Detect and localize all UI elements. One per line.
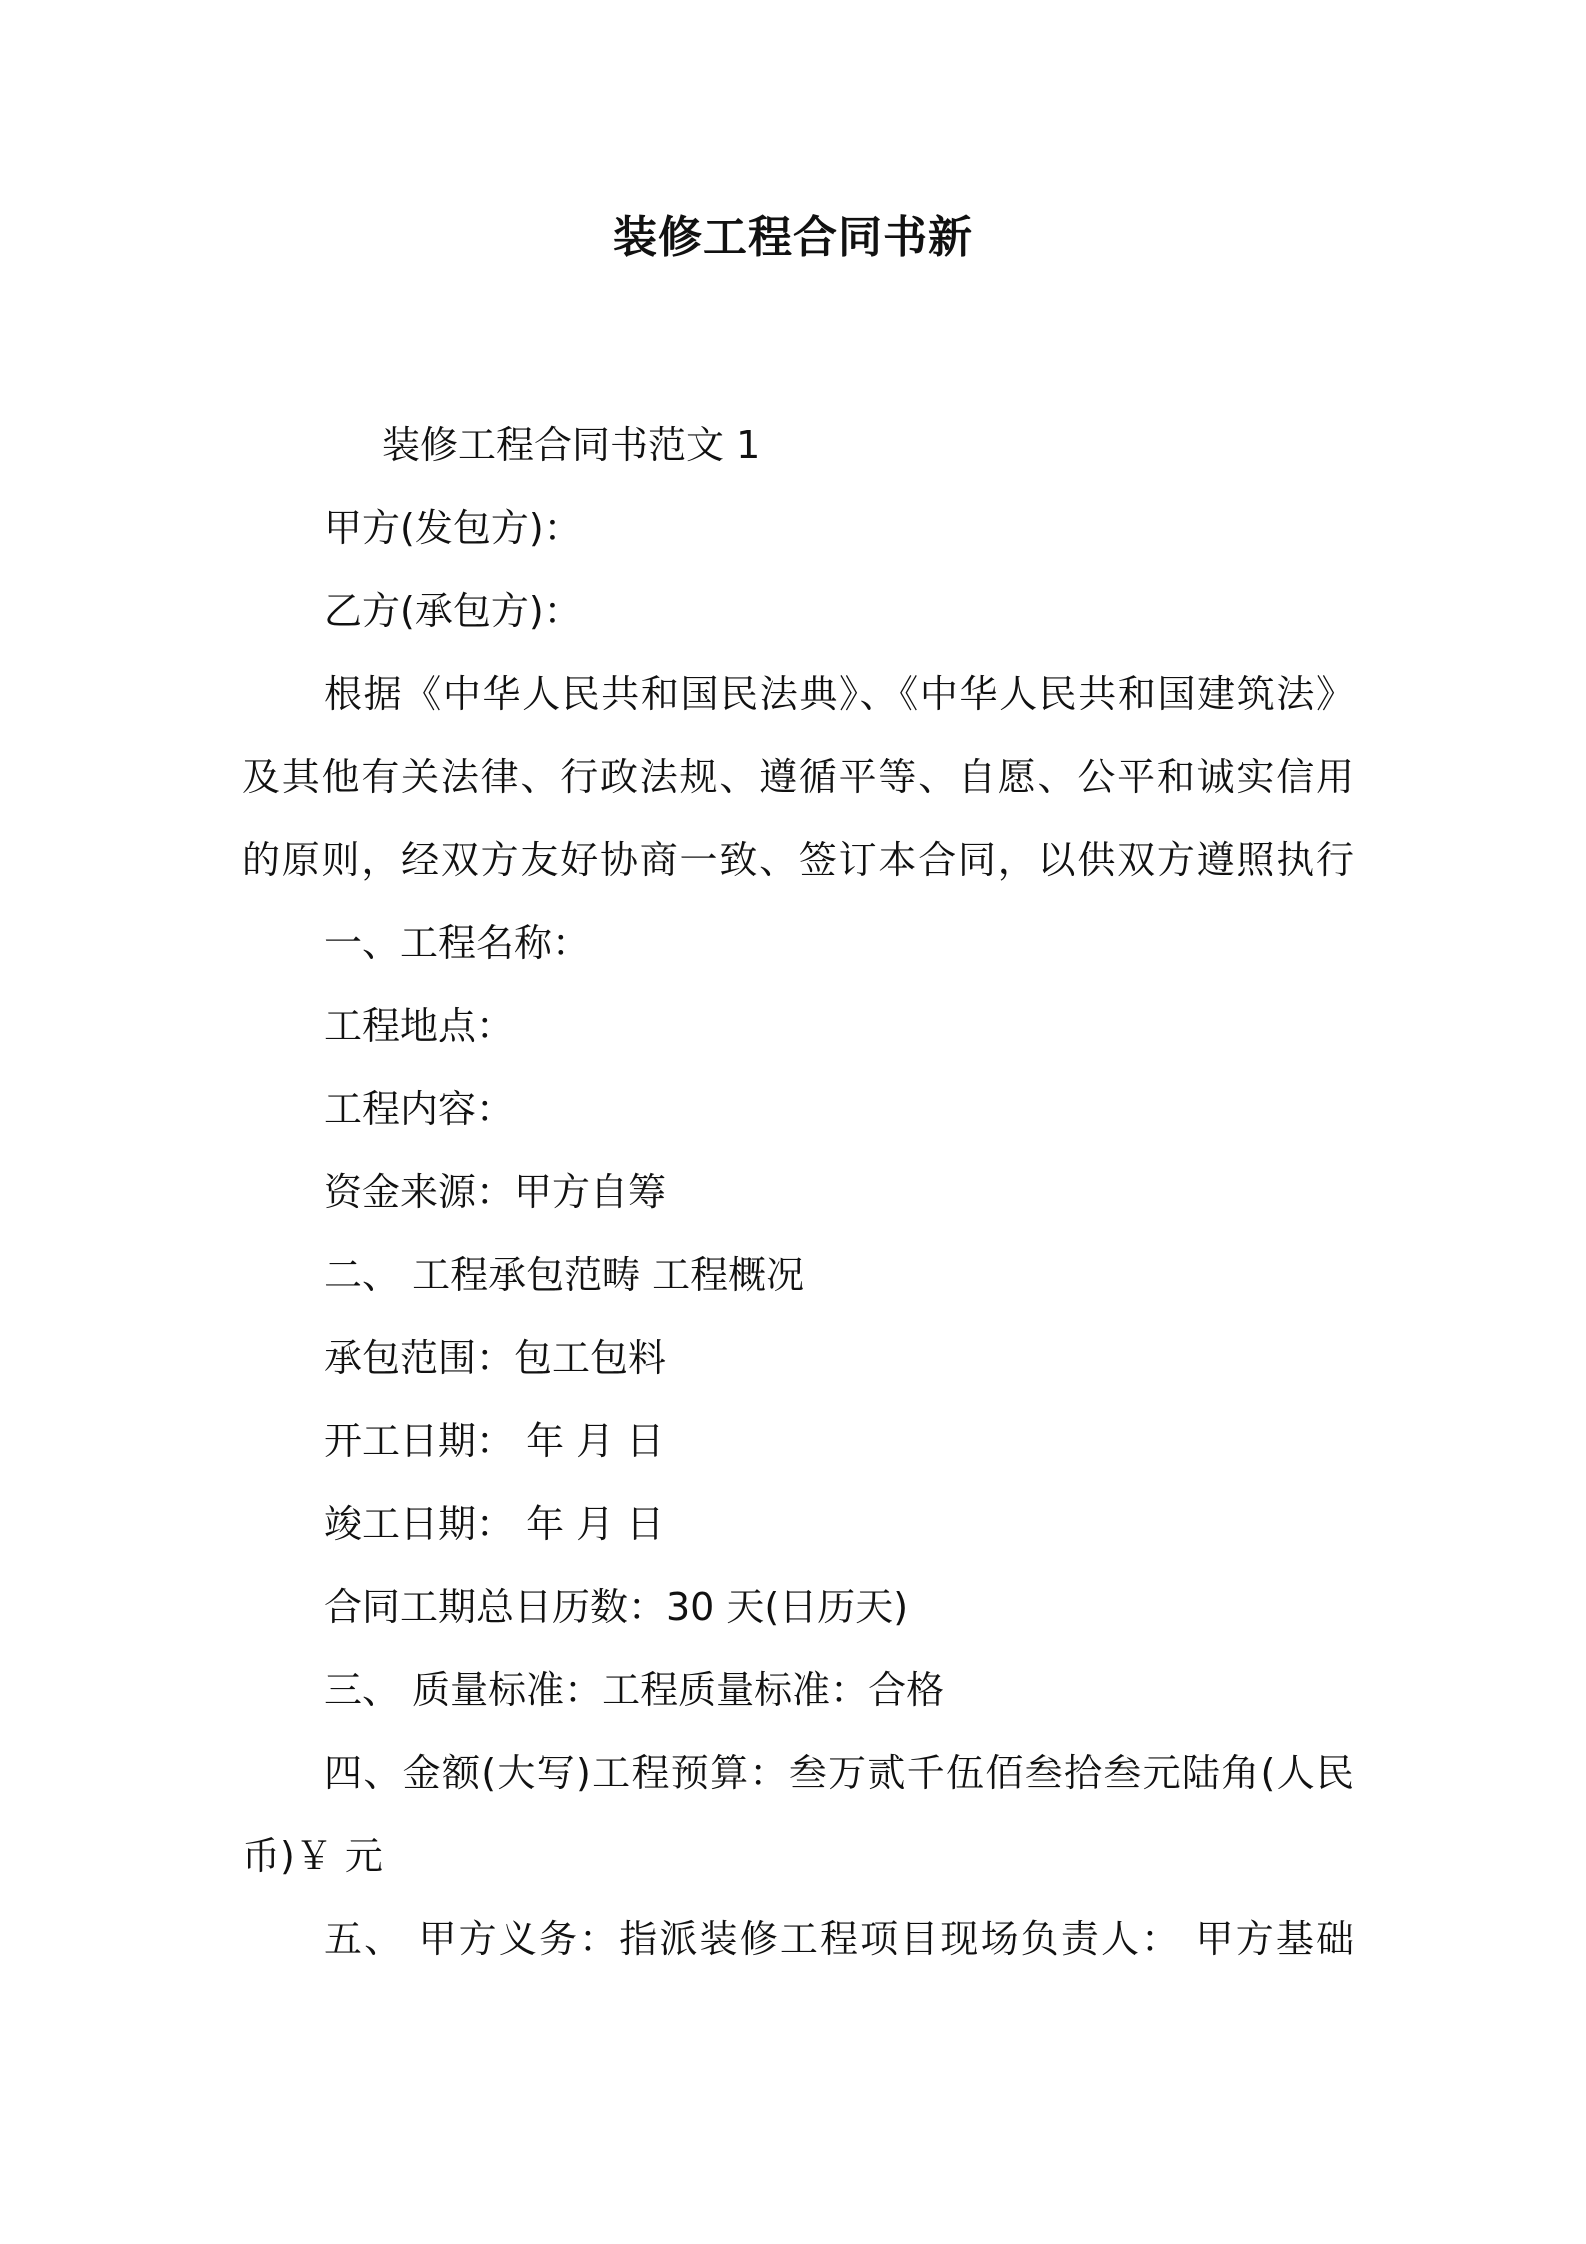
clause-contract-scope: 承包范围：包工包料 [324,1336,667,1380]
clause-scope-heading: 二、 工程承包范畴 工程概况 [324,1253,805,1297]
document-body [242,404,1354,1981]
party-a-line: 甲方(发包方)： [324,506,582,550]
clause-amount-line-2: 币)￥ 元 [242,1834,383,1878]
clause-start-date: 开工日期： 年 月 日 [324,1419,665,1463]
document-title: 装修工程合同书新 [613,212,973,263]
section-heading-sample-1: 装修工程合同书范文 1 [382,423,761,467]
clause-total-duration: 合同工期总日历数：30 天(日历天) [324,1585,909,1629]
clause-party-a-obligations: 五、 甲方义务：指派装修工程项目现场负责人： 甲方基础 [324,1917,1354,1961]
clause-project-content: 工程内容： [324,1087,515,1131]
clause-quality-standard: 三、 质量标准：工程质量标准：合格 [324,1668,945,1712]
preamble-line-1: 根据《中华人民共和国民法典》、《中华人民共和国建筑法》 [324,672,1354,716]
party-b-line: 乙方(承包方)： [324,589,582,633]
clause-funding-source: 资金来源：甲方自筹 [324,1170,667,1214]
preamble-line-2: 及其他有关法律、行政法规、遵循平等、自愿、公平和诚实信用 [242,755,1354,799]
clause-completion-date: 竣工日期： 年 月 日 [324,1502,665,1546]
preamble-line-3: 的原则，经双方友好协商一致、签订本合同，以供双方遵照执行 [242,838,1354,882]
clause-project-location: 工程地点： [324,1004,515,1048]
clause-project-name: 一、工程名称： [324,921,591,965]
clause-amount-line-1: 四、金额(大写)工程预算：叁万贰千伍佰叁拾叁元陆角(人民 [324,1751,1354,1795]
